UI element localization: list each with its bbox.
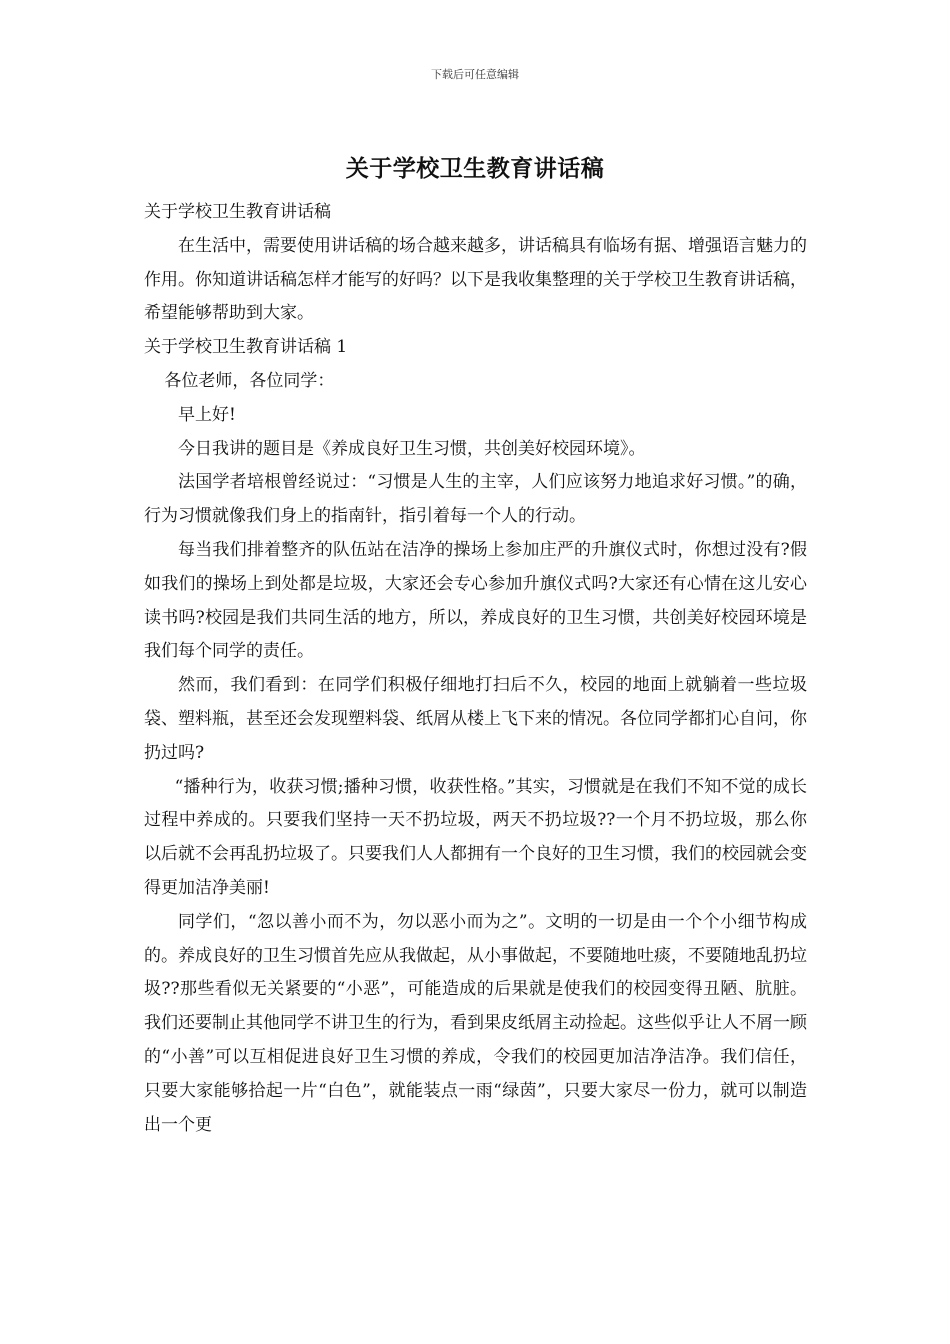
paragraph: 然而，我们看到：在同学们积极仔细地打扫后不久，校园的地面上就躺着一些垃圾袋、塑料瓶，甚至还会发现塑料袋、纸屑从楼上飞下来的情况。各位同学都扪心自问，你扔过吗? <box>144 675 807 763</box>
document-title: 关于学校卫生教育讲话稿 <box>345 155 605 182</box>
section-heading: 关于学校卫生教育讲话稿 1 <box>144 337 348 358</box>
paragraph: 同学们，“忽以善小而不为，勿以恶小而为之”。文明的一切是由一个个小细节构成的。养成良好的卫生习惯首先应从我做起，从小事做起，不要随地吐痰，不要随地乱扔垃圾??那些看似无关紧要的“小恶”，可能造成的后果就是使我们的校园变得丑陋、肮脏。我们还要制止其他同学不讲卫生的行为，看到果皮纸屑主动捡起。这些似乎让人不屑一顾的“小善”可以互相促进良好卫生习惯的养成，令我们的校园更加洁净洁净。我们信任，只要大家能够拾起一片“白色”，就能装点一雨“绿茵”，只要大家尽一份力，就可以制造出一个更 <box>144 911 807 1135</box>
paragraph: 法国学者培根曾经说过：“习惯是人生的主宰，人们应该努力地追求好习惯。”的确，行为习惯就像我们身上的指南针，指引着每一个人的行动。 <box>144 472 807 527</box>
document-body <box>144 196 807 1142</box>
paragraph: 今日我讲的题目是《养成良好卫生习惯，共创美好校园环境》。 <box>178 438 646 459</box>
paragraph: 在生活中，需要使用讲话稿的场合越来越多，讲话稿具有临场有据、增强语言魅力的作用。你知道讲话稿怎样才能写的好吗？以下是我收集整理的关于学校卫生教育讲话稿，希望能够帮助到大家。 <box>144 235 807 324</box>
paragraph: 每当我们排着整齐的队伍站在洁净的操场上参加庄严的升旗仪式时，你想过没有?假如我们的操场上到处都是垃圾，大家还会专心参加升旗仪式吗?大家还有心情在这儿安心读书吗?校园是我们共同生活的地方，所以，养成良好的卫生习惯，共创美好校园环境是我们每个同学的责任。 <box>144 539 807 662</box>
paragraph: “播种行为，收获习惯;播种习惯，收获性格。”其实，习惯就是在我们不知不觉的成长过程中养成的。只要我们坚持一天不扔垃圾，两天不扔垃圾??一个月不扔垃圾，那么你以后就不会再乱扔垃圾了。只要我们人人都拥有一个良好的卫生习惯，我们的校园就会变得更加洁净美丽! <box>144 776 807 898</box>
salutation: 各位老师，各位同学： <box>164 370 335 391</box>
subtitle-line: 关于学校卫生教育讲话稿 <box>144 202 331 222</box>
header-note: 下载后可任意编辑 <box>431 68 519 81</box>
greeting: 早上好! <box>178 404 236 425</box>
